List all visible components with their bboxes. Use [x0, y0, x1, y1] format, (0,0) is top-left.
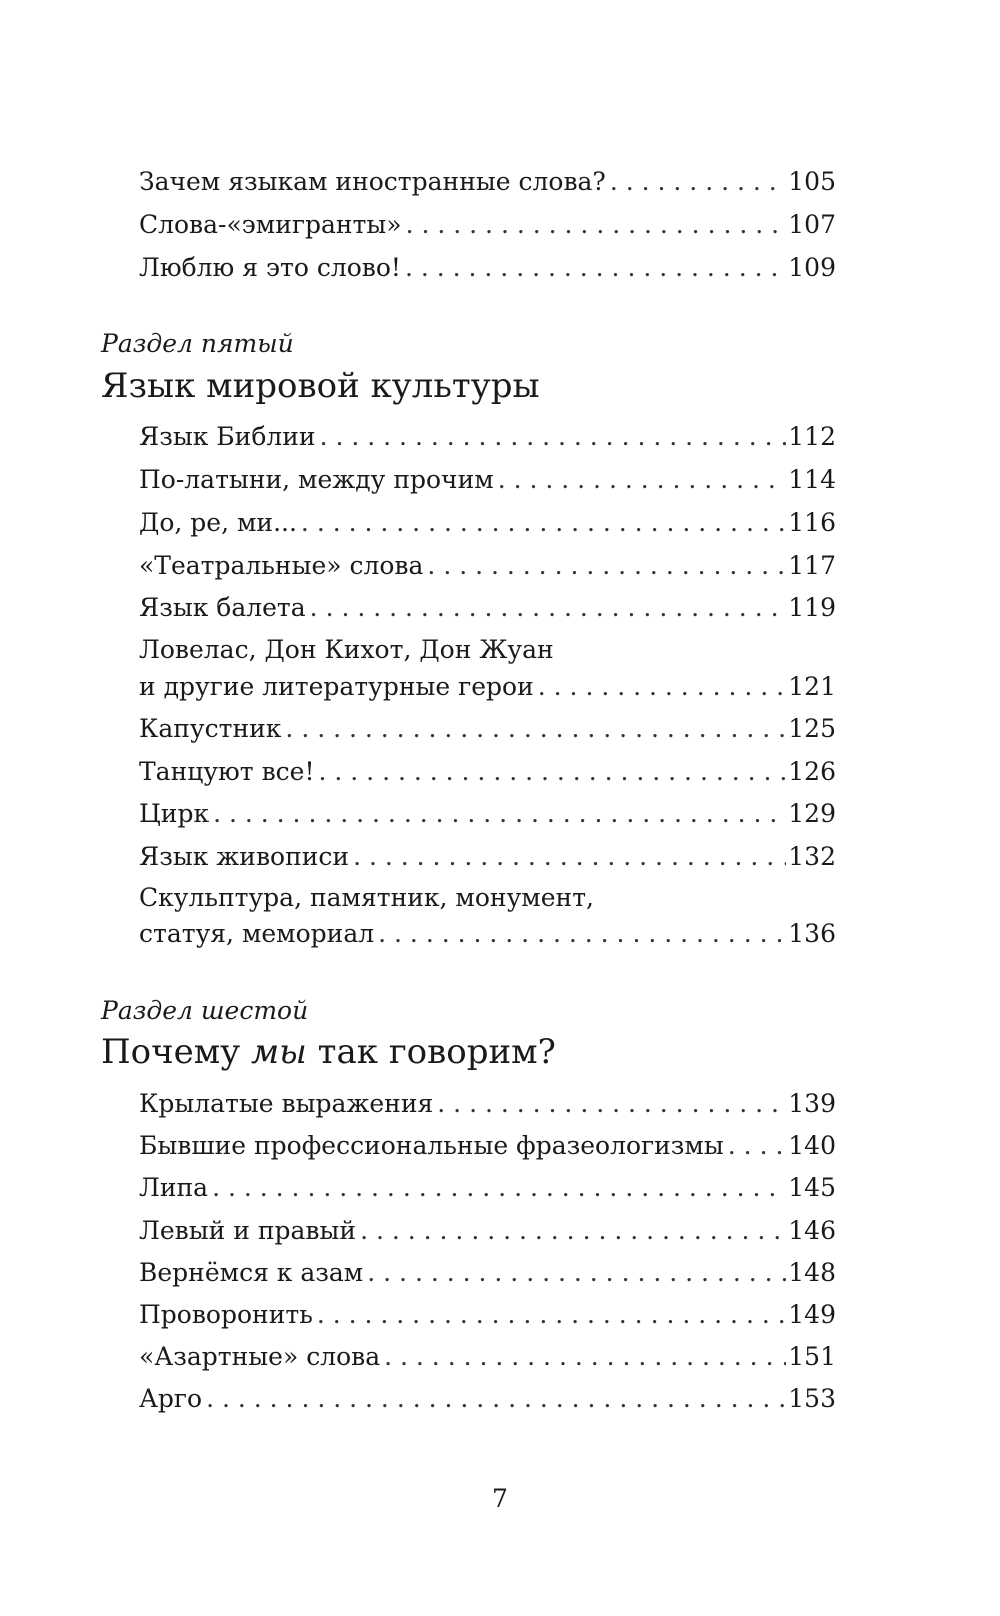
section-title: Язык мировой культуры — [101, 366, 540, 406]
toc-entry[interactable] — [139, 757, 836, 787]
toc-entry-title: Слова-«эмигранты» — [139, 210, 402, 239]
toc-entry[interactable] — [139, 672, 836, 702]
toc-entry-title: Бывшие профессиональные фразеологизмы — [139, 1131, 724, 1160]
toc-entry-title: Проворонить — [139, 1300, 313, 1329]
toc-entry[interactable] — [139, 508, 836, 538]
leader-dots — [610, 167, 786, 197]
toc-entry[interactable] — [139, 1173, 836, 1203]
toc-entry-title: Люблю я это слово! — [139, 253, 401, 282]
toc-entry-title: статуя, мемориал — [139, 919, 375, 948]
toc-entry[interactable] — [139, 1342, 836, 1372]
toc-entry-page: 125 — [788, 714, 836, 743]
leader-dots — [285, 714, 786, 744]
toc-entry-page: 116 — [788, 508, 836, 537]
toc-entry[interactable] — [139, 842, 836, 872]
toc-entry-page: 149 — [788, 1300, 836, 1329]
toc-entry[interactable] — [139, 465, 836, 495]
toc-entry-title: «Азартные» слова — [139, 1342, 381, 1371]
toc-entry[interactable] — [139, 210, 836, 240]
toc-entry-page: 119 — [788, 593, 836, 622]
toc-entry-page: 109 — [788, 253, 836, 282]
leader-dots — [353, 842, 786, 872]
toc-entry[interactable] — [139, 593, 836, 623]
leader-dots — [498, 465, 787, 495]
toc-entry[interactable] — [139, 714, 836, 744]
toc-entry-title: Липа — [139, 1173, 209, 1202]
toc-entry-page: 139 — [788, 1089, 836, 1118]
leader-dots — [213, 799, 786, 829]
toc-entry-page: 114 — [788, 465, 836, 494]
toc-entry-page: 151 — [788, 1342, 836, 1371]
section-title-part: так говорим? — [306, 1032, 556, 1072]
toc-entry[interactable] — [139, 1131, 836, 1161]
leader-dots — [310, 593, 787, 623]
leader-dots — [405, 253, 786, 283]
toc-entry-title: Зачем языкам иностранные слова? — [139, 167, 606, 196]
toc-entry-title: Левый и правый — [139, 1216, 357, 1245]
leader-dots — [319, 757, 787, 787]
toc-entry[interactable] — [139, 1384, 836, 1414]
toc-entry-title: Танцуют все! — [139, 757, 315, 786]
toc-entry-title: По-латыни, между прочим — [139, 465, 494, 494]
leader-dots — [367, 1258, 786, 1288]
toc-entry-title: Капустник — [139, 714, 282, 743]
toc-entry-page: 107 — [788, 210, 836, 239]
toc-entry-title: Язык Библии — [139, 422, 316, 451]
leader-dots — [538, 672, 787, 702]
toc-entry-title: Цирк — [139, 799, 210, 828]
toc-entry-title-line1: Скульптура, памятник, монумент, — [139, 883, 594, 912]
toc-entry[interactable] — [139, 1258, 836, 1288]
leader-dots — [320, 422, 787, 452]
leader-dots — [384, 1342, 786, 1372]
toc-entry-page: 136 — [788, 919, 836, 948]
toc-entry-page: 105 — [788, 167, 836, 196]
toc-entry[interactable] — [139, 253, 836, 283]
toc-entry-title-line1: Ловелас, Дон Кихот, Дон Жуан — [139, 635, 554, 664]
section-label: Раздел шестой — [101, 996, 309, 1025]
toc-entry-title: Язык живописи — [139, 842, 350, 871]
toc-entry-title: Язык балета — [139, 593, 306, 622]
toc-entry-page: 117 — [788, 551, 836, 580]
page-number: 7 — [492, 1484, 508, 1513]
toc-entry-page: 112 — [788, 422, 836, 451]
toc-entry-title: Арго — [139, 1384, 203, 1413]
toc-entry-page: 145 — [788, 1173, 836, 1202]
leader-dots — [728, 1131, 787, 1161]
toc-entry[interactable] — [139, 1300, 836, 1330]
leader-dots — [206, 1384, 786, 1414]
toc-entry[interactable] — [139, 551, 836, 581]
leader-dots — [406, 210, 787, 240]
toc-entry[interactable] — [139, 1089, 836, 1119]
toc-entry-page: 146 — [788, 1216, 836, 1245]
leader-dots — [427, 551, 786, 581]
toc-entry[interactable] — [139, 799, 836, 829]
toc-entry-page: 148 — [788, 1258, 836, 1287]
toc-entry-title: Крылатые выражения — [139, 1089, 434, 1118]
leader-dots — [437, 1089, 786, 1119]
toc-entry-title: «Театральные» слова — [139, 551, 424, 580]
leader-dots — [360, 1216, 786, 1246]
section-title — [101, 1032, 556, 1072]
toc-entry-page: 140 — [788, 1131, 836, 1160]
toc-entry-page: 153 — [788, 1384, 836, 1413]
toc-entry[interactable] — [139, 919, 836, 949]
leader-dots — [212, 1173, 786, 1203]
toc-entry-page: 132 — [788, 842, 836, 871]
section-title-part: Почему — [101, 1032, 251, 1072]
section-title-emphasis: мы — [250, 1032, 307, 1072]
toc-entry-page: 126 — [788, 757, 836, 786]
leader-dots — [301, 508, 786, 538]
toc-entry-title: Вернёмся к азам — [139, 1258, 364, 1287]
toc-entry-title: и другие литературные герои — [139, 672, 534, 701]
toc-entry[interactable] — [139, 167, 836, 197]
leader-dots — [317, 1300, 786, 1330]
toc-entry[interactable] — [139, 422, 836, 452]
toc-entry-page: 121 — [788, 672, 836, 701]
leader-dots — [378, 919, 786, 949]
section-label: Раздел пятый — [101, 329, 294, 358]
toc-entry[interactable] — [139, 1216, 836, 1246]
toc-entry-page: 129 — [788, 799, 836, 828]
toc-entry-title: До, ре, ми... — [139, 508, 297, 537]
